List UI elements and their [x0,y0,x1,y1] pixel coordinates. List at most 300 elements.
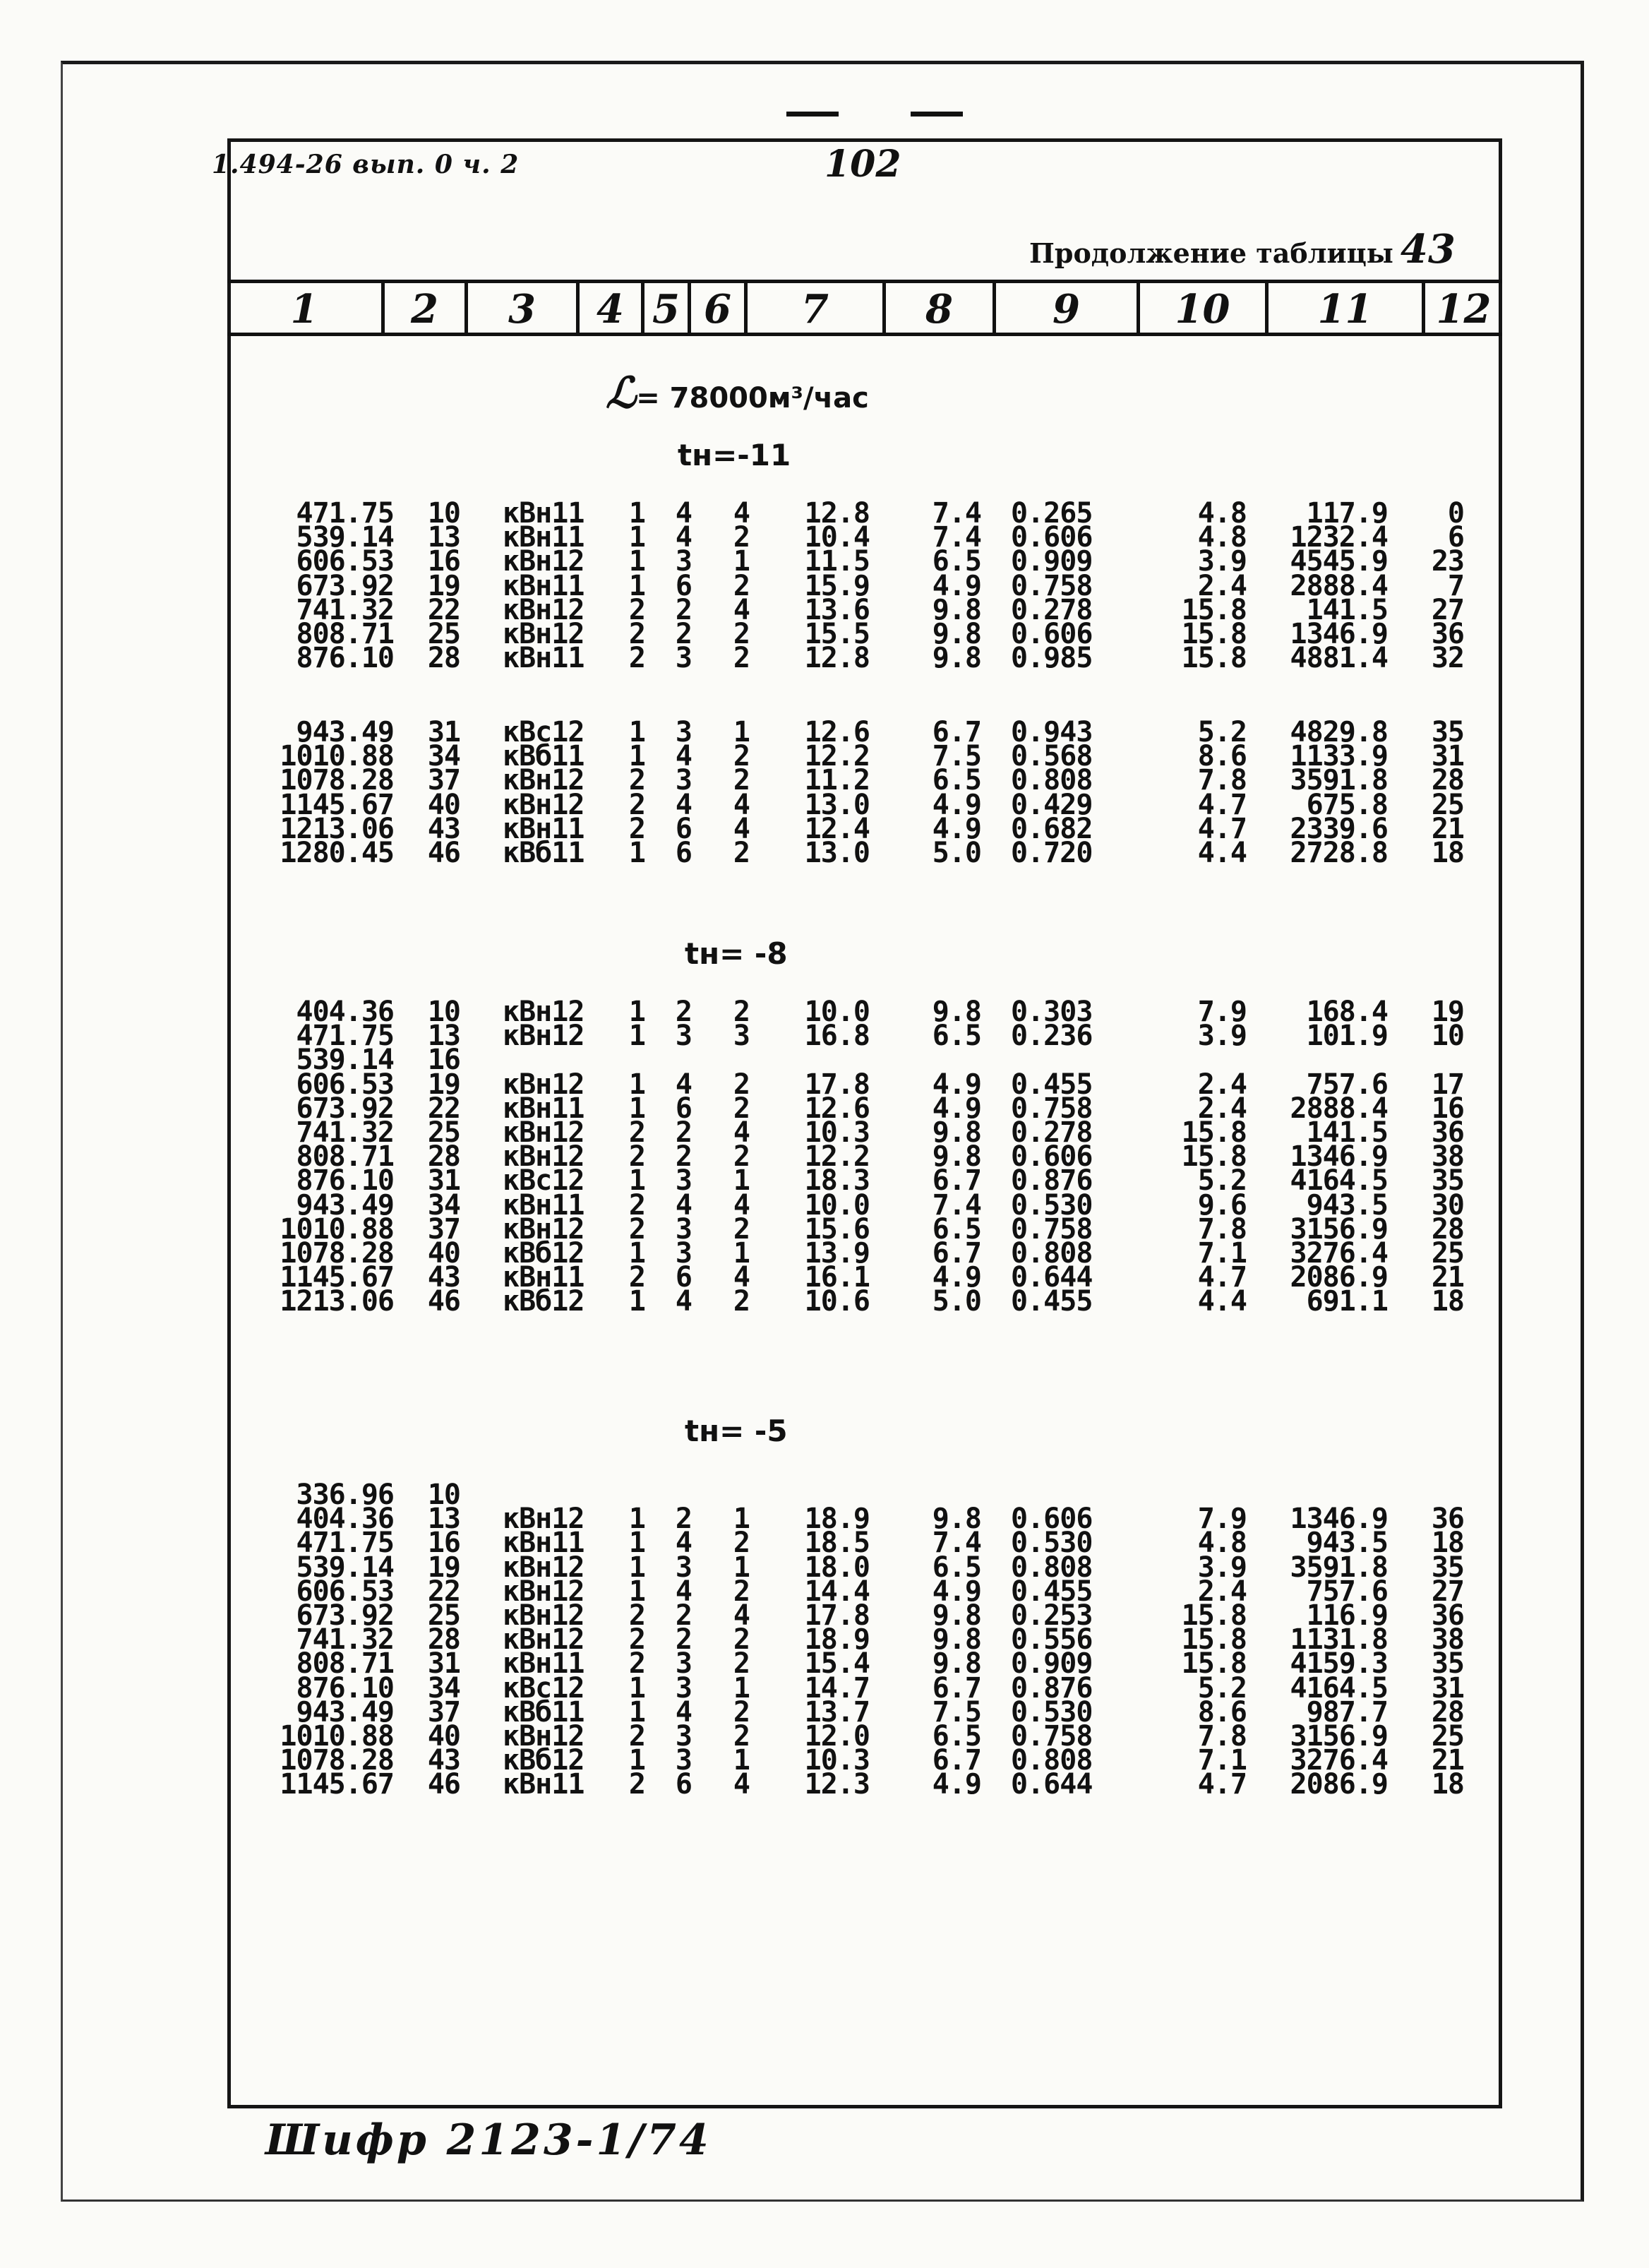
table-cell: 0.429 [1011,788,1093,821]
table-cell: 2 [628,1768,645,1801]
table-cell: 8.6 [1197,740,1247,773]
table-cell: 2 [628,642,645,675]
section-title: tн= -8 [685,936,788,971]
table-cell: 0.265 [1011,497,1093,530]
table-cell: кВн12 [503,1575,584,1608]
table-cell: 7.4 [932,1188,981,1222]
table-cell: 16 [427,545,460,578]
table-cell: 25 [427,1116,460,1149]
table-cell: 741.32 [296,1623,394,1657]
table-cell: 14.4 [804,1575,870,1608]
table-cell: 2.4 [1197,569,1247,602]
table-cell: 4.8 [1197,521,1247,554]
table-cell: 18.0 [804,1551,870,1584]
table-cell: 4.8 [1197,497,1247,530]
table-cell: 2 [733,837,750,869]
table-cell: 8.6 [1197,1695,1247,1729]
table-cell: 4.9 [932,812,981,845]
table-cell: кВб11 [503,1695,584,1729]
flow-rate-formula [606,369,869,418]
table-cell: 19 [427,1068,460,1101]
table-cell: 15.8 [1181,618,1247,650]
table-cell: 0.236 [1011,1020,1093,1053]
table-cell: 1 [628,1503,645,1536]
table-cell: 43 [427,1744,460,1777]
table-cell: 471.75 [296,1020,394,1053]
table-cell: 0.720 [1011,837,1093,869]
table-cell: 1010.88 [280,1720,394,1753]
table-cell: 34 [427,740,460,773]
column-header: 6 [688,283,744,333]
table-cell: 13.6 [804,593,870,626]
table-cell: 6 [675,1261,692,1294]
table-cell: 3 [675,642,692,675]
table-cell: 0.808 [1011,764,1093,797]
table-cell: 0.909 [1011,1647,1093,1681]
table-cell: 3276.4 [1290,1237,1388,1270]
table-cell: 28 [1431,1695,1464,1729]
table-cell: 0.758 [1011,1720,1093,1753]
table-cell: 4 [675,497,692,530]
table-cell: 5.2 [1197,1164,1247,1198]
column-header: 3 [464,283,576,333]
column-header: 12 [1422,283,1502,333]
column-header: 10 [1137,283,1265,333]
table-number: 43 [1400,226,1456,273]
table-cell: 4 [675,1068,692,1101]
table-cell: 4 [675,1527,692,1560]
table-cell: 15.9 [804,569,870,602]
table-cell: 4 [675,521,692,554]
table-cell: 4 [733,497,750,530]
table-cell: 3 [675,764,692,797]
table-cell: 2086.9 [1290,1768,1388,1801]
table-cell: 12.4 [804,812,870,845]
table-cell: кВн11 [503,1188,584,1222]
table-cell: 10.4 [804,521,870,554]
table-cell: 757.6 [1306,1575,1388,1608]
table-cell: 21 [1431,1744,1464,1777]
table-cell: 2 [628,1623,645,1657]
table-cell: 1 [733,1671,750,1705]
table-cell: 2 [628,1140,645,1174]
table-cell: 1010.88 [280,740,394,773]
table-cell: 2 [628,764,645,797]
table-cell: 12.0 [804,1720,870,1753]
table-cell: 12.2 [804,1140,870,1174]
table-cell: 15.8 [1181,642,1247,675]
table-cell: 13 [427,1020,460,1053]
table-cell: кВб12 [503,1237,584,1270]
table-cell: 28 [1431,1212,1464,1246]
table-cell: 5.0 [932,1285,981,1318]
table-cell: 1 [733,1744,750,1777]
table-cell: 31 [427,1647,460,1681]
table-cell: 1078.28 [280,764,394,797]
table-cell: 0.943 [1011,716,1093,748]
table-cell: 4 [675,1188,692,1222]
table-cell: кВн11 [503,812,584,845]
table-cell: 37 [427,1212,460,1246]
table-cell: 19 [427,569,460,602]
cipher-signature: Шифр 2123-1/74 [265,2115,712,2165]
table-cell: 3 [675,1237,692,1270]
table-cell: 18 [1431,1768,1464,1801]
table-cell: 6.7 [932,1744,981,1777]
table-cell: 3156.9 [1290,1212,1388,1246]
table-cell: 7.1 [1197,1237,1247,1270]
table-cell: 2 [628,1647,645,1681]
table-cell: 4 [733,812,750,845]
table-cell: 168.4 [1306,996,1388,1028]
table-cell: 0.876 [1011,1671,1093,1705]
table-cell: 34 [427,1671,460,1705]
table-cell: 0.253 [1011,1599,1093,1632]
table-cell: 4 [733,1768,750,1801]
table-cell: 2 [733,1527,750,1560]
table-cell: 15.8 [1181,1623,1247,1657]
table-cell: 10 [427,996,460,1028]
table-cell: 943.49 [296,716,394,748]
table-cell: 15.8 [1181,1116,1247,1149]
table-cell: кВн12 [503,593,584,626]
table-cell: 0.644 [1011,1768,1093,1801]
table-cell: 1 [628,1575,645,1608]
table-cell: 16.1 [804,1261,870,1294]
table-cell: 2 [675,1116,692,1149]
table-cell: 4.9 [932,788,981,821]
table-cell: 6.5 [932,764,981,797]
flow-rate-value: = 78000м³/час [636,382,869,414]
table-cell: 2 [733,740,750,773]
table-cell: 4829.8 [1290,716,1388,748]
table-cell: кВн12 [503,1068,584,1101]
table-cell: 0.455 [1011,1068,1093,1101]
table-cell: 2 [733,521,750,554]
table-cell: 4.4 [1197,837,1247,869]
table-cell: 0.909 [1011,545,1093,578]
table-cell: 38 [1431,1140,1464,1174]
table-cell: 0.455 [1011,1575,1093,1608]
table-cell: 0.644 [1011,1261,1093,1294]
table-cell: 1145.67 [280,1768,394,1801]
table-cell: 6 [675,812,692,845]
column-header: 7 [744,283,882,333]
table-cell: 3 [675,1164,692,1198]
table-cell: 1 [733,1551,750,1584]
table-cell: 18 [1431,1285,1464,1318]
table-cell: 471.75 [296,1527,394,1560]
table-cell: 606.53 [296,1575,394,1608]
table-cell: кВн12 [503,1551,584,1584]
flow-symbol: ℒ [606,369,637,418]
table-cell: 4159.3 [1290,1647,1388,1681]
table-cell: кВн12 [503,1020,584,1053]
table-cell: 943.5 [1306,1188,1388,1222]
table-cell: 2.4 [1197,1575,1247,1608]
table-cell: 2 [628,618,645,650]
table-cell: 1 [628,1671,645,1705]
table-cell: 1145.67 [280,788,394,821]
table-cell: 0.606 [1011,1140,1093,1174]
table-cell: 2 [628,1212,645,1246]
table-cell: 1010.88 [280,1212,394,1246]
table-cell: 10.0 [804,996,870,1028]
table-cell: кВн12 [503,1720,584,1753]
table-cell: 2 [675,996,692,1028]
table-cell: кВн11 [503,1768,584,1801]
table-cell: 2 [675,1503,692,1536]
table-cell: 6.5 [932,545,981,578]
table-cell: 1 [628,569,645,602]
table-cell: 3.9 [1197,1551,1247,1584]
table-cell: 22 [427,1575,460,1608]
table-cell: 4.9 [932,1768,981,1801]
column-header-row [227,280,1502,336]
table-cell: 11.2 [804,764,870,797]
table-cell: 7.4 [932,521,981,554]
table-cell: 987.7 [1306,1695,1388,1729]
table-cell: 1 [733,1237,750,1270]
column-header: 9 [993,283,1137,333]
table-cell: 31 [1431,1671,1464,1705]
table-cell: 31 [427,716,460,748]
table-cell: кВн12 [503,1212,584,1246]
table-cell: 1 [628,1020,645,1053]
table-cell: 6 [675,569,692,602]
table-cell: 27 [1431,1575,1464,1608]
table-cell: 18.5 [804,1527,870,1560]
table-cell: 2 [733,996,750,1028]
table-cell: 2 [628,1720,645,1753]
table-cell: 10 [427,1479,460,1511]
table-cell: 25 [1431,788,1464,821]
table-cell: 2 [733,1623,750,1657]
section-title: tн= -5 [685,1414,788,1448]
table-cell: 9.8 [932,618,981,650]
table-cell: 757.6 [1306,1068,1388,1101]
table-cell: 4.8 [1197,1527,1247,1560]
table-cell: кВс12 [503,1671,584,1705]
table-cell: 0.568 [1011,740,1093,773]
table-cell: 4 [733,1188,750,1222]
table-cell: 1 [628,1164,645,1198]
table-cell: 4881.4 [1290,642,1388,675]
table-cell: 12.6 [804,1092,870,1125]
table-cell: 10.0 [804,1188,870,1222]
table-cell: 6 [675,1092,692,1125]
table-cell: 101.9 [1306,1020,1388,1053]
table-cell: 16 [1431,1092,1464,1125]
table-cell: 43 [427,1261,460,1294]
table-cell: 19 [1431,996,1464,1028]
table-cell: 876.10 [296,642,394,675]
table-cell: кВн11 [503,642,584,675]
table-cell: 2 [675,593,692,626]
table-cell: 34 [427,1188,460,1222]
table-cell: 22 [427,1092,460,1125]
table-cell: 2 [628,1116,645,1149]
table-cell: 1346.9 [1290,618,1388,650]
table-cell: 808.71 [296,1140,394,1174]
table-cell: 0 [1447,497,1464,530]
table-cell: 1280.45 [280,837,394,869]
table-cell: 1078.28 [280,1744,394,1777]
table-cell: 2 [733,569,750,602]
table-cell: 0.985 [1011,642,1093,675]
table-cell: 4.7 [1197,1261,1247,1294]
table-cell: 1 [628,1237,645,1270]
table-cell: 15.5 [804,618,870,650]
column-header: 11 [1265,283,1422,333]
table-cell: 2 [733,1140,750,1174]
table-cell: 0.808 [1011,1551,1093,1584]
table-cell: 17.8 [804,1599,870,1632]
table-cell: 141.5 [1306,593,1388,626]
table-cell: кВб12 [503,1285,584,1318]
table-cell: 1131.8 [1290,1623,1388,1657]
table-cell: 7.8 [1197,764,1247,797]
table-cell: 11.5 [804,545,870,578]
table-cell: 4 [675,788,692,821]
table-cell: 15.8 [1181,1599,1247,1632]
table-cell: 28 [427,1623,460,1657]
table-cell: 7.8 [1197,1720,1247,1753]
table-cell: 1346.9 [1290,1140,1388,1174]
table-cell: 4545.9 [1290,545,1388,578]
table-cell: 0.556 [1011,1623,1093,1657]
table-cell: 117.9 [1306,497,1388,530]
table-cell: 2 [733,764,750,797]
table-cell: 43 [427,812,460,845]
table-cell: 1078.28 [280,1237,394,1270]
table-cell: 1 [628,996,645,1028]
table-cell: 2 [733,1720,750,1753]
table-cell: 336.96 [296,1479,394,1511]
table-cell: кВн11 [503,497,584,530]
table-cell: 4164.5 [1290,1671,1388,1705]
table-cell: 10 [427,497,460,530]
table-cell: 15.4 [804,1647,870,1681]
table-cell: 18.9 [804,1503,870,1536]
table-cell: кВн12 [503,1623,584,1657]
table-cell: 0.278 [1011,1116,1093,1149]
table-cell: 13.9 [804,1237,870,1270]
table-cell: 40 [427,1720,460,1753]
table-cell: 6.7 [932,1237,981,1270]
table-cell: 6.5 [932,1020,981,1053]
table-cell: 25 [1431,1237,1464,1270]
header-dash [911,112,963,117]
column-header: 4 [576,283,641,333]
table-cell: 2728.8 [1290,837,1388,869]
table-cell: 0.606 [1011,618,1093,650]
table-cell: 2 [628,593,645,626]
table-cell: 1 [628,1527,645,1560]
table-cell: 7.4 [932,1527,981,1560]
table-cell: кВн12 [503,618,584,650]
table-cell: 1 [733,1503,750,1536]
table-cell: 876.10 [296,1164,394,1198]
table-cell: 1 [628,1092,645,1125]
table-cell: 5.2 [1197,1671,1247,1705]
table-cell: кВс12 [503,716,584,748]
column-header: 5 [641,283,688,333]
table-cell: 18 [1431,837,1464,869]
table-cell: 3 [675,1212,692,1246]
table-cell: 741.32 [296,593,394,626]
table-cell: 539.14 [296,1044,394,1077]
table-cell: 7.9 [1197,1503,1247,1536]
table-cell: 4 [675,1285,692,1318]
table-cell: 9.8 [932,593,981,626]
table-cell: 17.8 [804,1068,870,1101]
table-cell: 2 [733,1212,750,1246]
table-cell: 4.7 [1197,788,1247,821]
table-cell: кВн12 [503,1140,584,1174]
table-row [0,837,1649,869]
table-cell: 2.4 [1197,1068,1247,1101]
table-cell: 10.3 [804,1116,870,1149]
table-cell: 7.8 [1197,1212,1247,1246]
table-cell: 32 [1431,642,1464,675]
table-cell: 404.36 [296,1503,394,1536]
table-cell: 606.53 [296,545,394,578]
table-cell: 1 [628,1068,645,1101]
table-cell: 22 [427,593,460,626]
table-cell: кВн11 [503,1261,584,1294]
table-cell: 539.14 [296,521,394,554]
page-number: 102 [824,143,901,186]
table-cell: 2888.4 [1290,569,1388,602]
table-cell: 4.4 [1197,1285,1247,1318]
table-cell: 12.8 [804,642,870,675]
table-cell: 404.36 [296,996,394,1028]
table-cell: 15.6 [804,1212,870,1246]
table-row [0,642,1649,675]
table-cell: 1 [628,497,645,530]
table-cell: 6.7 [932,1671,981,1705]
table-cell: 0.758 [1011,569,1093,602]
table-cell: 1 [733,1164,750,1198]
continuation-label: Продолжение таблицы [1029,237,1393,269]
table-cell: 6.5 [932,1212,981,1246]
table-cell: 0.278 [1011,593,1093,626]
table-cell: кВб11 [503,740,584,773]
table-cell: 17 [1431,1068,1464,1101]
table-cell: 12.2 [804,740,870,773]
table-cell: 31 [427,1164,460,1198]
table-cell: 6.7 [932,716,981,748]
table-cell: 7 [1447,569,1464,602]
table-cell: 4.9 [932,1068,981,1101]
table-cell: 7.4 [932,497,981,530]
table-cell: 0.530 [1011,1188,1093,1222]
table-cell: 3 [675,1744,692,1777]
table-cell: 36 [1431,1599,1464,1632]
table-cell: 1 [628,740,645,773]
table-cell: 2 [675,1599,692,1632]
table-cell: 675.8 [1306,788,1388,821]
table-cell: 2086.9 [1290,1261,1388,1294]
table-cell: 2 [733,1575,750,1608]
table-cell: 16 [427,1527,460,1560]
table-cell: 10.6 [804,1285,870,1318]
table-cell: 3 [675,1020,692,1053]
table-cell: 27 [1431,593,1464,626]
table-cell: 18.9 [804,1623,870,1657]
table-cell: 1 [733,716,750,748]
